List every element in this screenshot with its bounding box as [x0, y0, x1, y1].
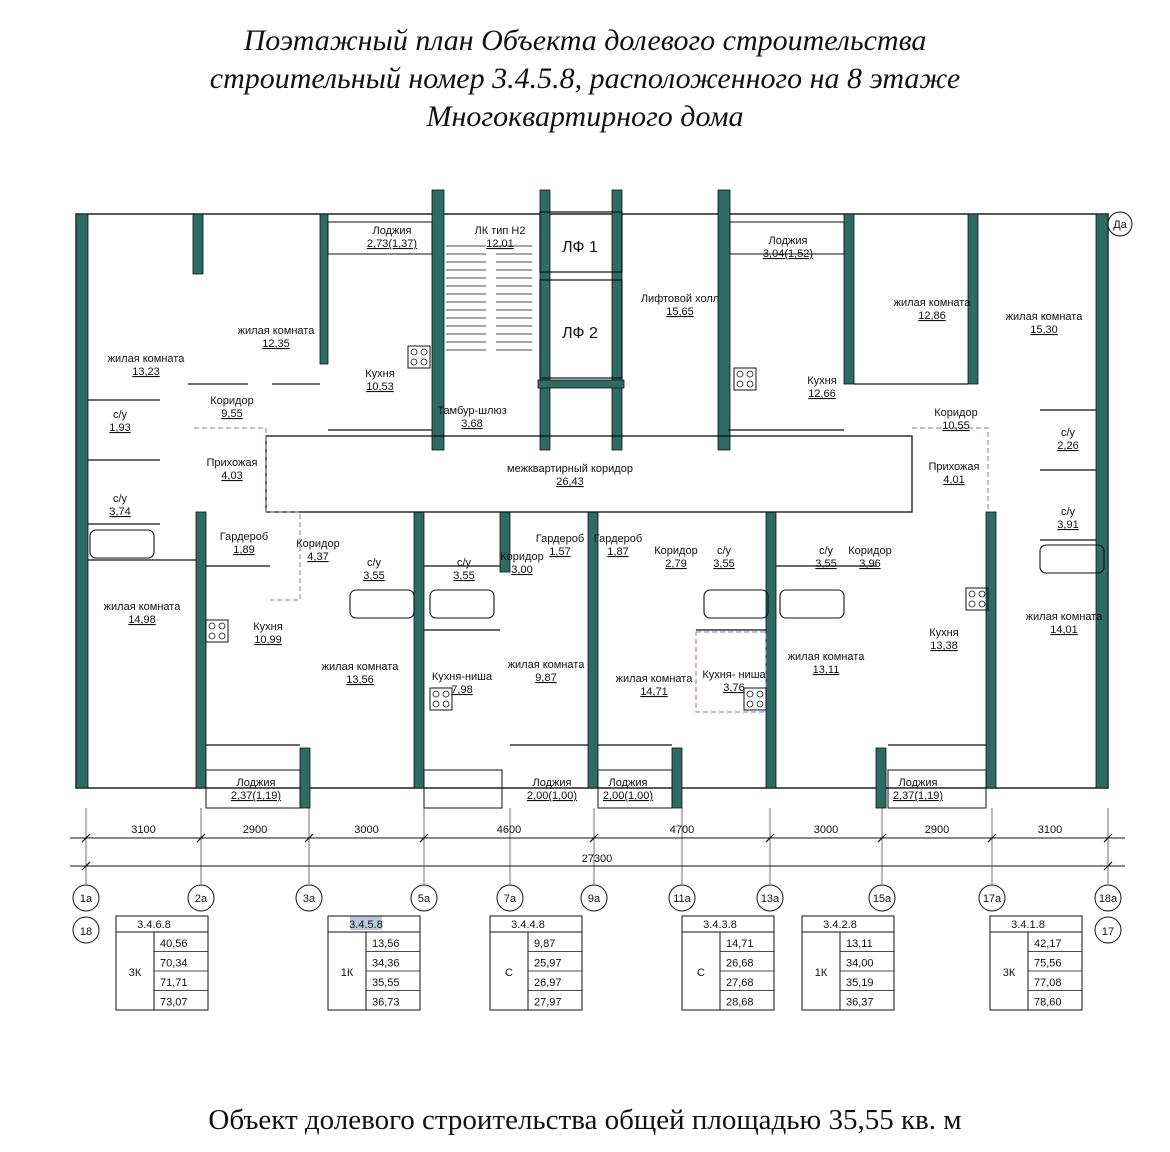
room-name: Прихожая — [928, 461, 980, 473]
room-area: 15,30 — [1030, 324, 1058, 336]
wall-segment — [844, 214, 854, 384]
room-area: 13,56 — [346, 674, 374, 686]
apartment-type: 1К — [340, 967, 354, 979]
room-name: Кухня — [253, 621, 283, 633]
room-name: с/у — [1060, 427, 1076, 439]
room-area: 9,55 — [221, 408, 243, 420]
axis-label: 17 — [1101, 926, 1115, 938]
stove-icon — [734, 368, 756, 390]
axis-label: 15a — [872, 893, 892, 905]
apartment-area-value: 28,68 — [726, 996, 754, 1009]
room-name: Коридор — [934, 407, 978, 419]
wall-segment — [612, 190, 622, 450]
apartment-area-value: 78,60 — [1034, 996, 1062, 1009]
room-area: 3,68 — [461, 418, 483, 430]
wall-segment — [414, 512, 424, 788]
room-name: с/у — [456, 557, 472, 569]
apartment-area-value: 34,00 — [846, 957, 874, 970]
bathtub-icon — [780, 590, 844, 618]
room-area: 4,37 — [307, 551, 329, 563]
room-area: 12,01 — [486, 238, 514, 250]
stove-burner — [433, 691, 439, 697]
room-area: 3,04(1,52) — [762, 248, 814, 260]
room-name: Кухня — [929, 627, 959, 639]
bathtub-icon — [704, 590, 768, 618]
apartment-area-value: 77,08 — [1034, 977, 1062, 989]
room-name: Лоджия — [532, 777, 572, 789]
wall-segment — [193, 214, 203, 274]
apartment-area-value: 26,97 — [534, 977, 562, 989]
bathtub-icon — [1040, 545, 1104, 573]
apartment-area-value: 75,56 — [1034, 957, 1062, 970]
apartment-id: 3.4.6.8 — [137, 919, 171, 931]
room-area: 12,35 — [262, 338, 290, 350]
room-area: 4,01 — [943, 474, 965, 486]
room-area: 2,26 — [1057, 440, 1079, 452]
apartment-type: С — [697, 967, 705, 979]
stove-burner — [421, 359, 427, 365]
dimension-span-label: 4600 — [496, 824, 522, 836]
room-area: 3,55 — [815, 558, 837, 570]
stove-icon — [206, 620, 228, 642]
stove-burner — [757, 691, 763, 697]
room-name: жилая комната — [615, 673, 693, 685]
room-area: 9,87 — [535, 672, 557, 684]
stove-burner — [209, 633, 215, 639]
wall-segment — [986, 512, 996, 788]
wall-segment — [766, 512, 776, 788]
dimension-span-label: 3100 — [1037, 824, 1063, 836]
room-name: с/у — [1060, 506, 1076, 518]
room-name: Гардероб — [219, 531, 269, 543]
room-labels — [104, 225, 1104, 802]
stove-burner — [979, 601, 985, 607]
dimension-span-label: 3000 — [813, 824, 839, 836]
plan-title-line-1: Поэтажный план Объекта долевого строительства — [243, 24, 927, 57]
plan-title-line-3: Многоквартирного дома — [426, 100, 744, 133]
wall-segment — [588, 512, 598, 788]
stove-burner — [443, 691, 449, 697]
room-name: Лоджия — [898, 777, 938, 789]
stove-burner — [747, 371, 753, 377]
room-name: Кухня- ниша — [702, 669, 766, 681]
axis-label: 3a — [302, 893, 316, 905]
axis-label: 5a — [417, 893, 431, 905]
wall-segment — [300, 748, 310, 808]
apartment-tables — [116, 916, 1082, 1010]
apartment-area-value: 27,68 — [726, 977, 754, 989]
room-name: Коридор — [500, 551, 544, 563]
stove-icon — [744, 688, 766, 710]
dimension-span-label: 2900 — [242, 824, 268, 836]
axis-label: 2a — [194, 893, 208, 905]
room-area: 2,00(1,00) — [602, 790, 654, 802]
wall-segment — [876, 748, 886, 808]
stove-burner — [421, 349, 427, 355]
room-name: Кухня — [365, 368, 395, 380]
axis-label: 17a — [982, 893, 1002, 905]
loggia-outline — [598, 770, 672, 808]
apartment-area-value: 36,73 — [372, 996, 400, 1009]
room-area: 14,98 — [128, 614, 156, 626]
room-name: с/у — [716, 545, 732, 557]
wall-segment — [1096, 214, 1108, 788]
apartment-area-value: 71,71 — [160, 977, 188, 989]
room-name: жилая комната — [103, 601, 181, 613]
apartment-id: 3.4.5.8 — [349, 919, 383, 931]
room-area: 26,43 — [556, 476, 584, 488]
apartment-area-value: 34,36 — [372, 957, 400, 970]
stove-burner — [219, 633, 225, 639]
loggia-outline — [424, 770, 502, 808]
room-area: 1,87 — [607, 546, 629, 558]
room-name: жилая комната — [321, 661, 399, 673]
room-name: с/у — [112, 409, 128, 421]
apartment-boundary — [194, 428, 300, 600]
room-name: Гардероб — [535, 533, 585, 545]
floor-plan-drawing — [0, 160, 1170, 1090]
room-name: Лоджия — [608, 777, 648, 789]
room-area: 7,98 — [451, 684, 473, 696]
wall-segment — [538, 380, 624, 388]
room-name: Лифтовой холл — [640, 293, 720, 305]
room-area: 10,55 — [942, 420, 970, 432]
room-name: Лоджия — [236, 777, 276, 789]
axis-label: 13a — [760, 893, 780, 905]
apartment-area-value: 73,07 — [160, 996, 188, 1009]
room-name: с/у — [366, 557, 382, 569]
room-area: 13,23 — [132, 366, 160, 378]
loggia-outline — [888, 770, 986, 808]
room-name: Коридор — [654, 545, 698, 557]
room-area: 10,53 — [366, 381, 394, 393]
apartment-area-value: 27,97 — [534, 996, 562, 1009]
stove-burner — [737, 381, 743, 387]
apartment-area-value: 26,68 — [726, 957, 754, 970]
stove-burner — [219, 623, 225, 629]
apartment-area-value: 13,11 — [846, 938, 873, 950]
axis-label: Да — [1113, 219, 1127, 231]
stove-burner — [969, 591, 975, 597]
room-area: 3,76 — [723, 682, 745, 694]
dimension-span-label: 3000 — [354, 824, 379, 836]
axis-label: 18 — [79, 926, 93, 938]
room-area: 4,03 — [221, 470, 243, 482]
room-name: ЛФ 1 — [562, 239, 598, 256]
room-area: 2,37(1,19) — [230, 790, 282, 802]
room-area: 1,89 — [233, 544, 255, 556]
apartment-area-value: 36,37 — [846, 996, 874, 1009]
bathtub-icon — [430, 590, 494, 618]
room-area: 3,96 — [859, 558, 881, 570]
room-area: 1,93 — [109, 422, 131, 434]
dimension-span-label: 4700 — [669, 824, 695, 836]
room-name: Лоджия — [372, 225, 412, 237]
room-name: Кухня — [807, 375, 837, 387]
room-area: 14,71 — [640, 686, 668, 698]
room-name: с/у — [112, 493, 128, 505]
dimension-lines — [70, 824, 1125, 870]
apartment-area-value: 40,56 — [160, 938, 188, 950]
stove-burner — [411, 349, 417, 355]
plan-title-line-2: строительный номер 3.4.5.8, расположенного на 8 этаже — [209, 62, 961, 95]
axis-label: 7a — [503, 893, 517, 905]
apartment-area-value: 35,19 — [846, 977, 874, 989]
room-area: 13,38 — [930, 640, 958, 652]
stove-icon — [408, 346, 430, 368]
wall-segment — [76, 214, 88, 788]
stove-burner — [433, 701, 439, 707]
apartment-area-value: 14,71 — [726, 938, 754, 950]
room-area: 2,73(1,37) — [366, 238, 418, 250]
wall-segment — [320, 214, 328, 364]
room-area: 13,11 — [812, 664, 840, 676]
room-area: 1,57 — [549, 546, 571, 558]
room-name: жилая комната — [237, 325, 315, 337]
room-name: жилая комната — [893, 297, 971, 309]
stove-burner — [411, 359, 417, 365]
stove-icon — [430, 688, 452, 710]
stove-icon — [966, 588, 988, 610]
room-area: 3,55 — [453, 570, 475, 582]
room-name: Коридор — [210, 395, 254, 407]
apartment-id: 3.4.3.8 — [703, 919, 737, 931]
room-area: 3,00 — [511, 564, 533, 576]
room-name: Коридор — [848, 545, 892, 557]
stove-burner — [209, 623, 215, 629]
apartment-area-value: 42,17 — [1034, 938, 1062, 950]
room-name: с/у — [818, 545, 834, 557]
axis-label: 18a — [1098, 893, 1118, 905]
axis-label: 11a — [673, 893, 691, 905]
apartment-area-value: 9,87 — [534, 938, 556, 950]
room-name: Гардероб — [593, 533, 643, 545]
floor-plan-walls — [76, 190, 1108, 808]
room-name: жилая комната — [507, 659, 585, 671]
total-area-caption: Объект долевого строительства общей площадью 35,55 кв. м — [208, 1104, 962, 1136]
stove-burner — [747, 701, 753, 707]
stove-burner — [757, 701, 763, 707]
apartment-type: 3К — [128, 967, 142, 979]
dimension-span-label: 2900 — [924, 824, 950, 836]
apartment-type: 3К — [1002, 967, 1016, 979]
room-area: 2,00(1,00) — [526, 790, 578, 802]
apartment-area-value: 35,55 — [372, 977, 400, 989]
wall-segment — [718, 190, 730, 450]
room-area: 3,74 — [109, 506, 131, 518]
room-area: 10,99 — [254, 634, 282, 646]
room-area: 14,01 — [1050, 624, 1078, 636]
axis-label: 1a — [79, 893, 93, 905]
room-name: жилая комната — [787, 651, 865, 663]
stove-burner — [747, 381, 753, 387]
room-name: ЛФ 2 — [562, 325, 598, 342]
room-name: жилая комната — [1025, 611, 1103, 623]
room-area: 3,55 — [713, 558, 735, 570]
room-area: 3,55 — [363, 570, 385, 582]
apartment-type: С — [505, 967, 513, 979]
apartment-area-value: 13,56 — [372, 938, 400, 950]
bathtub-icon — [350, 590, 414, 618]
stove-burner — [747, 691, 753, 697]
apartment-id: 3.4.1.8 — [1011, 919, 1045, 931]
room-name: жилая комната — [107, 353, 185, 365]
stove-burner — [443, 701, 449, 707]
wall-segment — [500, 512, 510, 572]
bathtub-icon — [90, 530, 154, 558]
loggia-outline — [206, 770, 300, 808]
apartment-type: 1К — [814, 967, 828, 979]
stove-burner — [979, 591, 985, 597]
room-name: Коридор — [296, 538, 340, 550]
room-name: ЛК тип Н2 — [474, 225, 526, 237]
stove-burner — [969, 601, 975, 607]
dimension-span-label: 3100 — [131, 824, 156, 836]
axis-label: 9a — [587, 893, 601, 905]
room-name: Прихожая — [206, 457, 258, 469]
dimension-total-label: 27300 — [581, 853, 613, 865]
room-name: жилая комната — [1005, 311, 1083, 323]
room-area: 12,66 — [808, 388, 836, 400]
room-area: 3,91 — [1057, 519, 1079, 531]
room-area: 15,65 — [666, 306, 694, 318]
room-name: Кухня-ниша — [431, 671, 493, 683]
room-name: Лоджия — [768, 235, 808, 247]
apartment-area-value: 70,34 — [160, 957, 188, 970]
apartment-id: 3.4.4.8 — [511, 919, 545, 931]
room-name: Тамбур-шлюз — [437, 405, 507, 417]
stove-burner — [737, 371, 743, 377]
wall-segment — [540, 190, 550, 450]
apartment-area-value: 25,97 — [534, 957, 562, 970]
room-area: 2,37(1,19) — [892, 790, 944, 802]
apartment-id: 3.4.2.8 — [823, 919, 857, 931]
wall-segment — [196, 512, 206, 788]
room-area: 12,86 — [918, 310, 946, 322]
wall-segment — [672, 748, 682, 808]
room-area: 2,79 — [665, 558, 687, 570]
room-name: межквартирный коридор — [507, 463, 633, 475]
